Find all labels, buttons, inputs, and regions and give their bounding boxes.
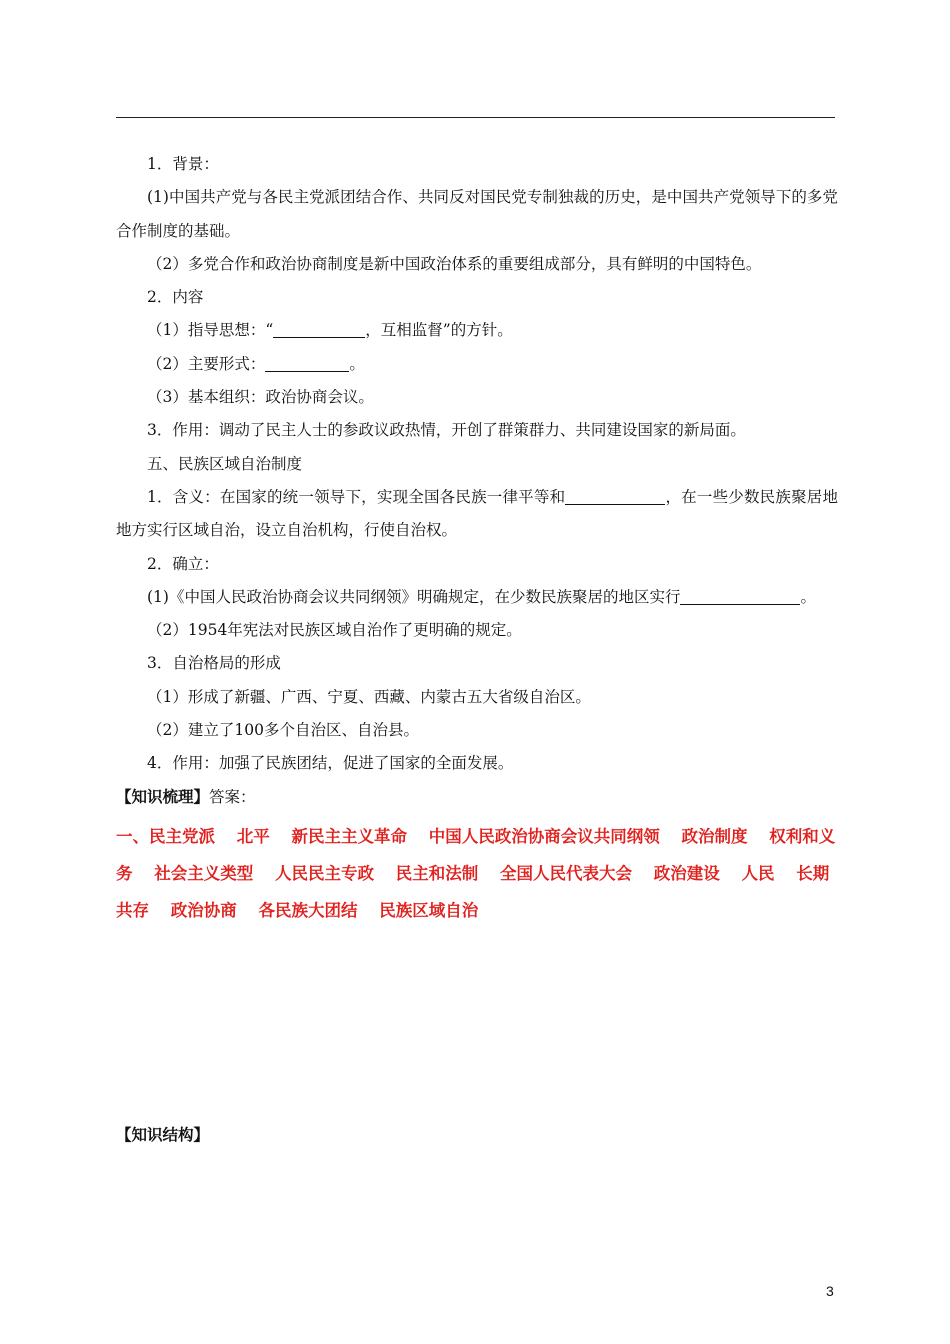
answer-item: 权利和义务 xyxy=(116,826,836,883)
line-pattern: 3．自治格局的形成 xyxy=(147,654,281,673)
fill-blank[interactable] xyxy=(273,320,365,338)
line-main-form xyxy=(116,348,838,381)
line-basic-org: （3）基本组织：政治协商会议。 xyxy=(147,388,374,407)
line-constitution: （2）1954年宪法对民族区域自治作了更明确的规定。 xyxy=(147,621,522,640)
answer-suffix: 答案： xyxy=(209,787,256,806)
fill-blank[interactable] xyxy=(565,487,665,505)
document-body xyxy=(116,148,838,929)
text: ，互相监督”的方针。 xyxy=(365,321,513,340)
text: 。 xyxy=(800,587,816,606)
answer-item: 北平 xyxy=(236,826,270,846)
section-title: 五、民族区域自治制度 xyxy=(147,454,303,473)
text: 。 xyxy=(349,354,365,373)
line-counties: （2）建立了100多个自治区、自治县。 xyxy=(147,721,419,740)
line-establish: 2．确立： xyxy=(147,554,219,573)
answer-item: 人民 xyxy=(741,863,775,883)
fill-blank[interactable] xyxy=(265,354,349,372)
answer-item: 长期共存 xyxy=(116,863,830,920)
answer-item: 中国人民政治协商会议共同纲领 xyxy=(428,826,660,846)
line-effect-2: 4．作用：加强了民族团结，促进了国家的全面发展。 xyxy=(147,754,514,773)
line-guiding-thought xyxy=(116,314,838,347)
answer-heading-line xyxy=(116,781,838,814)
line-background-1: (1)中国共产党与各民主党派团结合作、共同反对国民党专制独裁的历史，是中国共产党领导下的多党合作制度的基础。 xyxy=(116,188,838,240)
text: ，在一些少数民族聚居地地方实行区域自治，设立自治机构，行使自治权。 xyxy=(116,487,838,540)
answer-item: 政治制度 xyxy=(681,826,748,846)
line-content: 2．内容 xyxy=(147,288,204,307)
answer-item: 各民族大团结 xyxy=(258,900,358,920)
answer-item: 政治建设 xyxy=(653,863,720,883)
answer-heading: 【知识梳理】 xyxy=(116,787,210,806)
answer-list xyxy=(116,818,838,929)
line-common-program xyxy=(116,581,838,614)
text: （1）指导思想：“ xyxy=(147,321,274,340)
answer-item: 人民民主专政 xyxy=(275,863,374,883)
answer-item: 全国人民代表大会 xyxy=(500,863,632,883)
answer-item: 政治协商 xyxy=(170,900,237,920)
line-regions: （1）形成了新疆、广西、宁夏、西藏、内蒙古五大省级自治区。 xyxy=(147,687,591,706)
line-effect: 3．作用：调动了民主人士的参政议政热情，开创了群策群力、共同建设国家的新局面。 xyxy=(147,421,746,440)
line-background-2: （2）多党合作和政治协商制度是新中国政治体系的重要组成部分，具有鲜明的中国特色。 xyxy=(147,254,762,273)
text: 1．含义：在国家的统一领导下，实现全国各民族一律平等和 xyxy=(147,487,566,506)
text: （2）主要形式： xyxy=(147,354,266,373)
answer-item: 民主和法制 xyxy=(395,863,479,883)
line-meaning xyxy=(116,481,838,548)
answer-item: 新民主主义革命 xyxy=(291,826,407,846)
line-background: 1．背景： xyxy=(147,155,219,173)
text: (1)《中国人民政治协商会议共同纲领》明确规定，在少数民族聚居的地区实行 xyxy=(147,587,681,606)
structure-heading: 【知识结构】 xyxy=(116,1126,210,1144)
header-rule xyxy=(116,117,835,118)
answer-item: 民族区域自治 xyxy=(379,900,479,920)
answer-item: 社会主义类型 xyxy=(154,863,254,883)
fill-blank[interactable] xyxy=(680,587,800,605)
answer-item: 一、民主党派 xyxy=(116,826,215,846)
page-number: 3 xyxy=(826,1283,834,1299)
